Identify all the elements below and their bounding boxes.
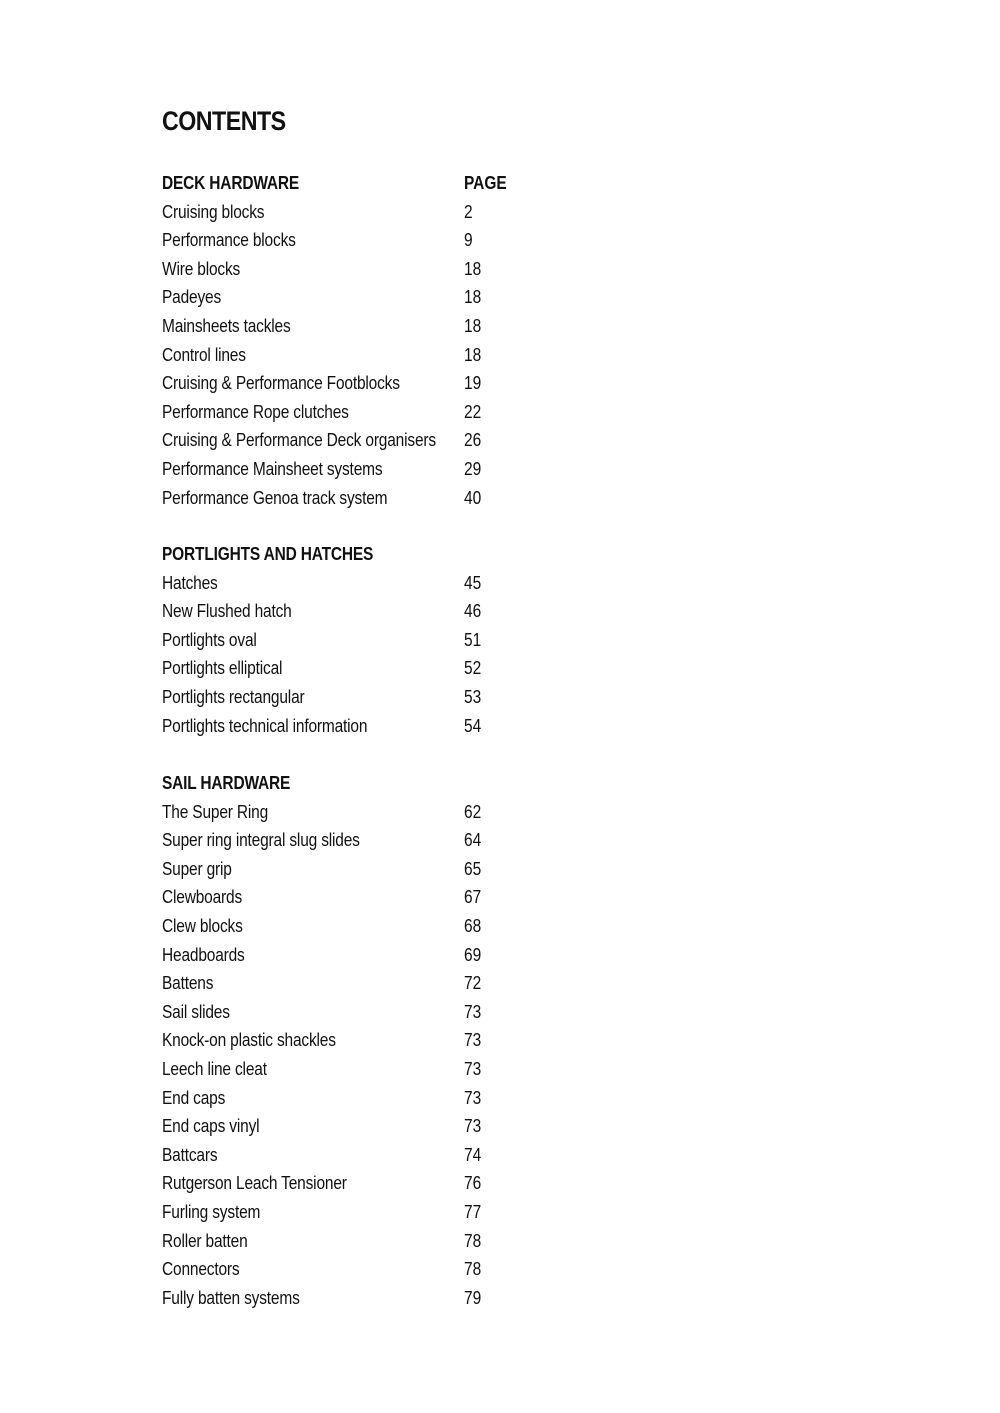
toc-entry [162, 369, 562, 398]
toc-entry-label: Cruising & Performance Footblocks [162, 373, 400, 394]
toc-entry-page: 52 [464, 658, 482, 679]
toc-entry-page: 73 [464, 1030, 482, 1051]
page-column-header: PAGE [464, 173, 507, 193]
toc-entry [162, 398, 562, 427]
toc-entry [162, 883, 562, 912]
toc-entry [162, 569, 562, 598]
toc-entry [162, 1255, 562, 1284]
toc-entry [162, 1198, 562, 1227]
toc-entry-label: Rutgerson Leach Tensioner [162, 1173, 347, 1194]
toc-entry-label: Performance Mainsheet systems [162, 458, 383, 479]
toc-entry-label: Cruising & Performance Deck organisers [162, 430, 436, 451]
toc-entry [162, 283, 562, 312]
toc-entry [162, 226, 562, 255]
toc-entry [162, 912, 562, 941]
toc-entry [162, 455, 562, 484]
toc-entry-label: Performance Rope clutches [162, 401, 349, 422]
toc-entry-label: Connectors [162, 1259, 240, 1280]
section-heading: PORTLIGHTS AND HATCHES [162, 544, 374, 564]
toc-entry-label: Control lines [162, 344, 246, 365]
toc-entry [162, 998, 562, 1027]
toc-entry-label: Super ring integral slug slides [162, 830, 360, 851]
toc-entry-label: Knock-on plastic shackles [162, 1030, 336, 1051]
toc-entry-label: Padeyes [162, 287, 222, 308]
toc-entry-label: Portlights rectangular [162, 686, 305, 707]
section-sail-hardware [162, 769, 562, 1312]
toc-entry-label: Battens [162, 973, 214, 994]
toc-entry [162, 1055, 562, 1084]
toc-entry-label: Portlights oval [162, 629, 257, 650]
toc-entry-label: Portlights technical information [162, 715, 368, 736]
toc-entry [162, 654, 562, 683]
toc-entry-label: Portlights elliptical [162, 658, 283, 679]
toc-entry-page: 54 [464, 715, 482, 736]
toc-entry-label: Clewboards [162, 887, 243, 908]
toc-entry-label: Roller batten [162, 1230, 248, 1251]
toc-entry-page: 76 [464, 1173, 482, 1194]
toc-entry [162, 1084, 562, 1113]
section-header-row [162, 169, 562, 198]
toc-entry-page: 18 [464, 287, 482, 308]
toc-entry-page: 78 [464, 1259, 482, 1280]
toc-entry-label: Battcars [162, 1144, 218, 1165]
toc-entry-page: 67 [464, 887, 482, 908]
toc-entry [162, 341, 562, 370]
toc-entry-page: 74 [464, 1144, 482, 1165]
toc-entry-page: 45 [464, 572, 482, 593]
toc-entry-label: Clew blocks [162, 915, 243, 936]
toc-entry [162, 941, 562, 970]
toc-entry [162, 1169, 562, 1198]
toc-entry-page: 18 [464, 315, 482, 336]
toc-entry [162, 683, 562, 712]
page-title: CONTENTS [162, 106, 286, 136]
toc-entry-label: Fully batten systems [162, 1287, 300, 1308]
toc-entry-page: 73 [464, 1087, 482, 1108]
toc-entry-page: 79 [464, 1287, 482, 1308]
toc-entry [162, 255, 562, 284]
toc-entry-label: Wire blocks [162, 258, 241, 279]
toc-entry-page: 62 [464, 801, 482, 822]
toc-entry-page: 18 [464, 344, 482, 365]
toc-entry-label: Sail slides [162, 1001, 230, 1022]
toc-entry [162, 198, 562, 227]
toc-entry [162, 484, 562, 513]
toc-entry-page: 26 [464, 430, 482, 451]
toc-entry-page: 22 [464, 401, 482, 422]
toc-entry-page: 29 [464, 458, 482, 479]
toc-entry-label: Super grip [162, 858, 232, 879]
toc-entry [162, 626, 562, 655]
toc-entry-label: The Super Ring [162, 801, 269, 822]
toc-entry-page: 69 [464, 944, 482, 965]
toc-entry-page: 46 [464, 601, 482, 622]
toc-entry-page: 2 [464, 201, 473, 222]
section-portlights-and-hatches [162, 540, 562, 740]
toc-entry [162, 826, 562, 855]
toc-entry-page: 73 [464, 1001, 482, 1022]
toc-entry-page: 19 [464, 373, 482, 394]
toc-entry-label: Mainsheets tackles [162, 315, 291, 336]
toc-entry-page: 18 [464, 258, 482, 279]
toc-entry-label: Leech line cleat [162, 1058, 267, 1079]
toc-entry-page: 53 [464, 686, 482, 707]
toc-entry-page: 65 [464, 858, 482, 879]
toc-entry [162, 1284, 562, 1313]
toc-entry-label: End caps [162, 1087, 226, 1108]
toc-entry [162, 969, 562, 998]
toc-entry-label: New Flushed hatch [162, 601, 292, 622]
section-header-row [162, 540, 562, 569]
toc-entry [162, 798, 562, 827]
toc-entry-page: 9 [464, 230, 473, 251]
toc-entry-label: Headboards [162, 944, 245, 965]
toc-entry-page: 72 [464, 973, 482, 994]
toc-entry-label: Hatches [162, 572, 218, 593]
section-heading: DECK HARDWARE [162, 173, 300, 193]
toc-entry-page: 73 [464, 1116, 482, 1137]
toc-entry-page: 40 [464, 487, 482, 508]
toc-entry-label: End caps vinyl [162, 1116, 260, 1137]
toc-entry-page: 64 [464, 830, 482, 851]
toc-entry-page: 51 [464, 629, 482, 650]
toc-entry [162, 312, 562, 341]
toc-entry-label: Cruising blocks [162, 201, 265, 222]
section-deck-hardware [162, 169, 562, 512]
section-header-row [162, 769, 562, 798]
toc-entry [162, 597, 562, 626]
toc-entry-page: 77 [464, 1201, 482, 1222]
section-heading: SAIL HARDWARE [162, 773, 291, 793]
toc-entry-label: Performance Genoa track system [162, 487, 388, 508]
toc-entry-page: 68 [464, 915, 482, 936]
toc-entry [162, 1112, 562, 1141]
toc-entry [162, 712, 562, 741]
toc-entry-label: Performance blocks [162, 230, 296, 251]
toc-entry [162, 1026, 562, 1055]
toc-entry-page: 78 [464, 1230, 482, 1251]
toc-entry-label: Furling system [162, 1201, 261, 1222]
toc-entry [162, 426, 562, 455]
toc-entry [162, 855, 562, 884]
toc-entry [162, 1227, 562, 1256]
toc-entry [162, 1141, 562, 1170]
toc-entry-page: 73 [464, 1058, 482, 1079]
